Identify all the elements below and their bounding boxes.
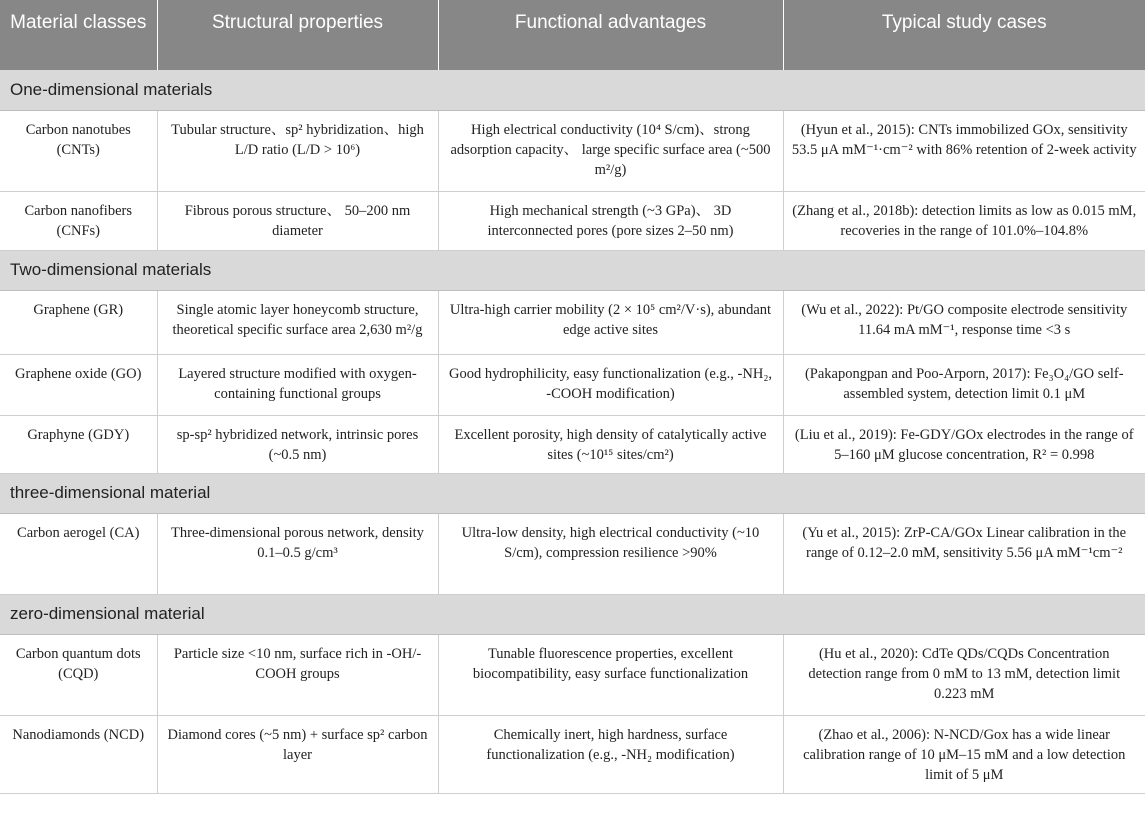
cell-functional: Ultra-low density, high electrical conductivity (~10 S/cm), compression resilience >90%	[438, 513, 783, 594]
cell-study: (Zhang et al., 2018b): detection limits as low as 0.015 mM, recoveries in the range of 101.0%–104.8%	[783, 191, 1145, 250]
table-row-go	[0, 354, 1145, 415]
cell-functional: Tunable fluorescence properties, excellent biocompatibility, easy surface functionalization	[438, 634, 783, 715]
section-row-one-dimensional	[0, 70, 1145, 110]
table-row-gr	[0, 290, 1145, 354]
cell-functional: High electrical conductivity (10⁴ S/cm)、strong adsorption capacity、 large specific surface area (~500 m²/g)	[438, 110, 783, 191]
cell-material: Carbon aerogel (CA)	[0, 513, 157, 594]
table-row-ca	[0, 513, 1145, 594]
cell-structural: Three-dimensional porous network, density 0.1–0.5 g/cm³	[157, 513, 438, 594]
cell-structural: Particle size <10 nm, surface rich in -OH/-COOH groups	[157, 634, 438, 715]
header-typical-study-cases: Typical study cases	[783, 0, 1145, 70]
cell-material: Graphene (GR)	[0, 290, 157, 354]
cell-material: Carbon quantum dots (CQD)	[0, 634, 157, 715]
section-row-two-dimensional	[0, 250, 1145, 290]
table-row-ncd	[0, 715, 1145, 793]
cell-structural: Diamond cores (~5 nm) + surface sp² carbon layer	[157, 715, 438, 793]
section-label: zero-dimensional material	[0, 594, 1145, 634]
cell-structural: Single atomic layer honeycomb structure, theoretical specific surface area 2,630 m²/g	[157, 290, 438, 354]
cell-study: (Liu et al., 2019): Fe-GDY/GOx electrodes in the range of 5–160 μM glucose concentration, R² = 0.998	[783, 415, 1145, 473]
section-label: Two-dimensional materials	[0, 250, 1145, 290]
cell-structural: Fibrous porous structure、 50–200 nm diameter	[157, 191, 438, 250]
cell-structural: Tubular structure、sp² hybridization、high L/D ratio (L/D > 10⁶)	[157, 110, 438, 191]
section-row-zero-dimensional	[0, 594, 1145, 634]
table-row-gdy	[0, 415, 1145, 473]
section-label: three-dimensional material	[0, 473, 1145, 513]
cell-study: (Yu et al., 2015): ZrP-CA/GOx Linear calibration in the range of 0.12–2.0 mM, sensitivity 5.56 μA mM⁻¹cm⁻²	[783, 513, 1145, 594]
cell-study: (Zhao et al., 2006): N-NCD/Gox has a wide linear calibration range of 10 μM–15 mM and a low detection limit of 5 μM	[783, 715, 1145, 793]
cell-material: Carbon nanofibers (CNFs)	[0, 191, 157, 250]
table-row-cnf	[0, 191, 1145, 250]
table-row-cqd	[0, 634, 1145, 715]
cell-structural: sp-sp² hybridized network, intrinsic pores (~0.5 nm)	[157, 415, 438, 473]
header-functional-advantages: Functional advantages	[438, 0, 783, 70]
header-structural-properties: Structural properties	[157, 0, 438, 70]
cell-functional: Chemically inert, high hardness, surface functionalization (e.g., -NH₂ modification)	[438, 715, 783, 793]
cell-material: Carbon nanotubes (CNTs)	[0, 110, 157, 191]
cell-functional: High mechanical strength (~3 GPa)、 3D interconnected pores (pore sizes 2–50 nm)	[438, 191, 783, 250]
section-row-three-dimensional	[0, 473, 1145, 513]
cell-material: Graphyne (GDY)	[0, 415, 157, 473]
cell-material: Nanodiamonds (NCD)	[0, 715, 157, 793]
cell-study: (Pakapongpan and Poo-Arporn, 2017): Fe₃O₄/GO self-assembled system, detection limit 0.1 μM	[783, 354, 1145, 415]
header-material-classes: Material classes	[0, 0, 157, 70]
cell-functional: Good hydrophilicity, easy functionalization (e.g., -NH₂, -COOH modification)	[438, 354, 783, 415]
section-label: One-dimensional materials	[0, 70, 1145, 110]
table-body	[0, 70, 1145, 793]
cell-functional: Excellent porosity, high density of catalytically active sites (~10¹⁵ sites/cm²)	[438, 415, 783, 473]
table-header	[0, 0, 1145, 70]
cell-functional: Ultra-high carrier mobility (2 × 10⁵ cm²/V·s), abundant edge active sites	[438, 290, 783, 354]
cell-study: (Wu et al., 2022): Pt/GO composite electrode sensitivity 11.64 mA mM⁻¹, response time <3 s	[783, 290, 1145, 354]
cell-material: Graphene oxide (GO)	[0, 354, 157, 415]
cell-study: (Hu et al., 2020): CdTe QDs/CQDs Concentration detection range from 0 mM to 13 mM, detection limit 0.223 mM	[783, 634, 1145, 715]
cell-structural: Layered structure modified with oxygen-containing functional groups	[157, 354, 438, 415]
cell-study: (Hyun et al., 2015): CNTs immobilized GOx, sensitivity 53.5 μA mM⁻¹·cm⁻² with 86% retention of 2-week activity	[783, 110, 1145, 191]
table-row-cnt	[0, 110, 1145, 191]
header-row	[0, 0, 1145, 70]
